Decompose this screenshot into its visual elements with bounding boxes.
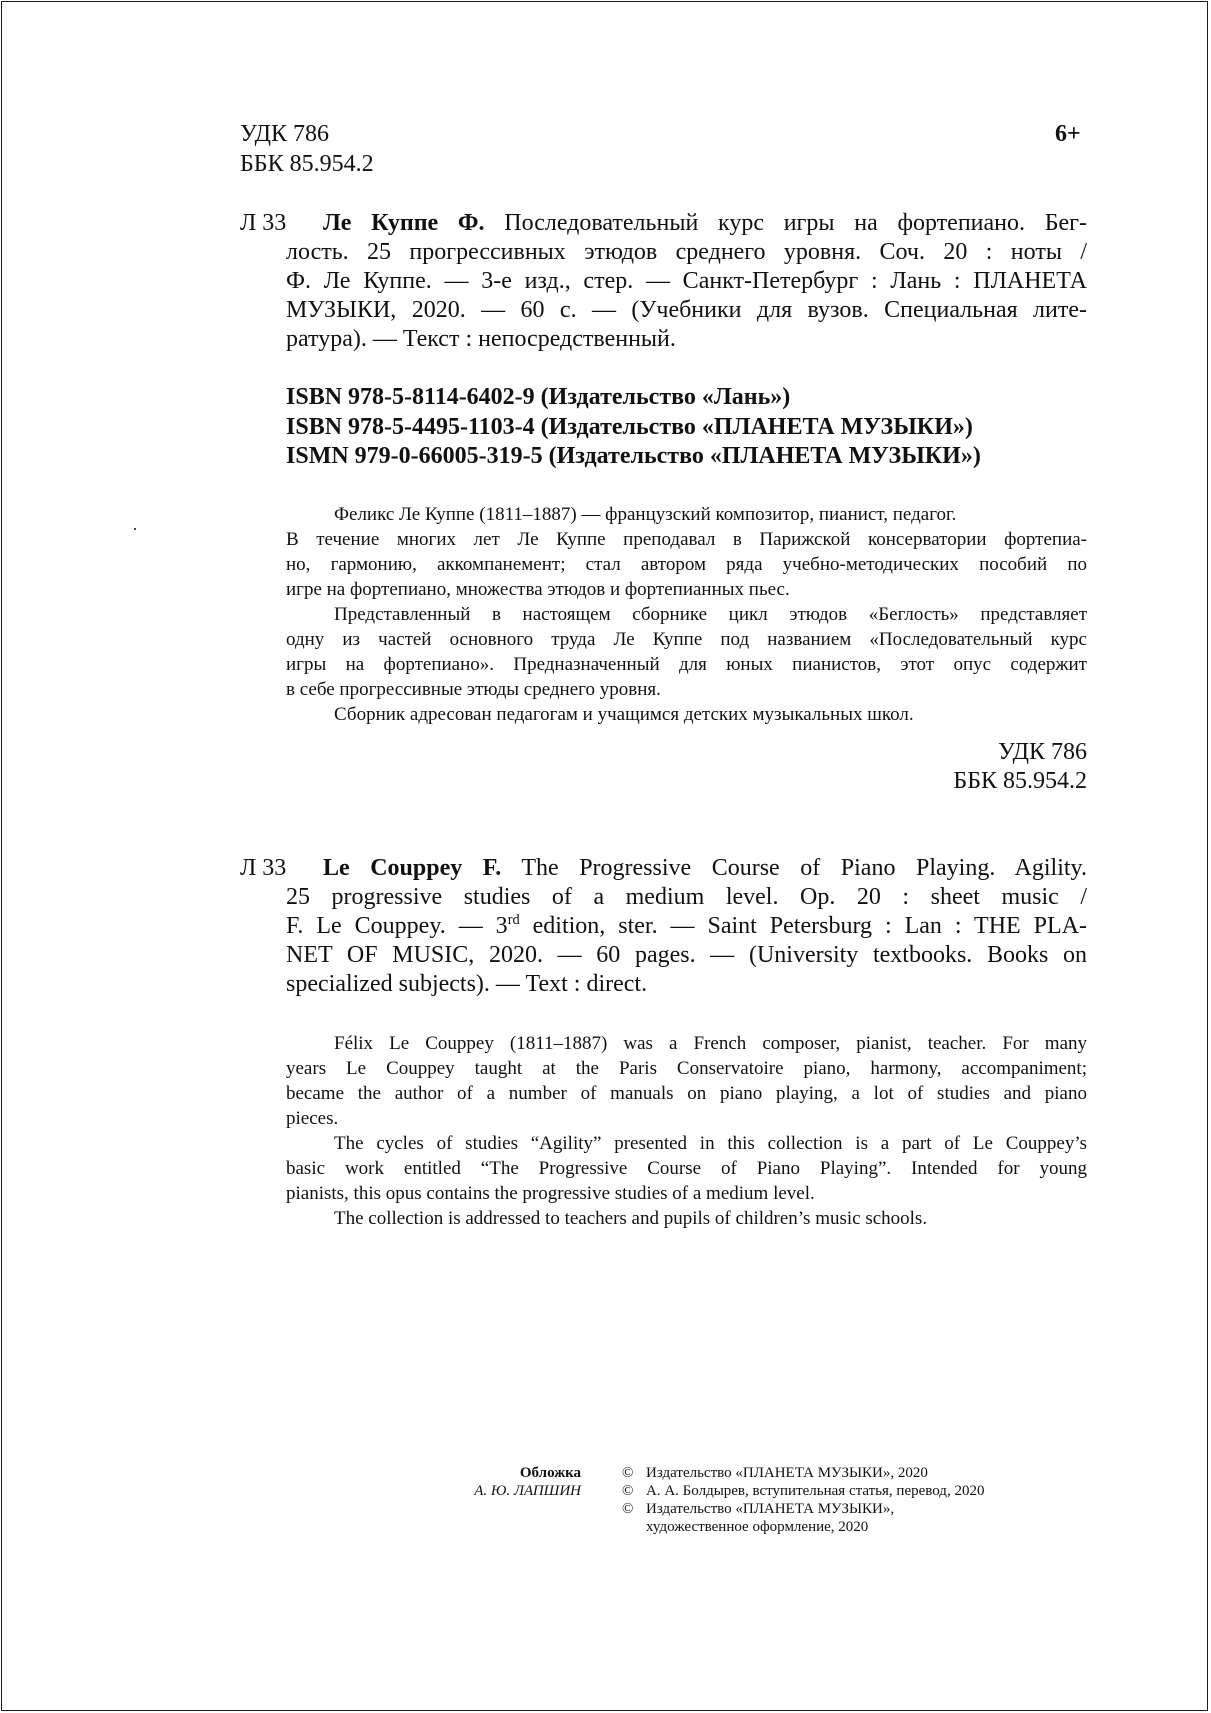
cover-label: Обложка: [519, 1465, 581, 1481]
ismn-planeta: ISMN 979-0-66005-319-5 (Издательство «ПЛАНЕТА МУЗЫКИ»): [286, 443, 981, 469]
en-entry-code: Л 33: [240, 855, 287, 881]
ru-abstract-line: В течение многих лет Ле Куппе преподавал в Парижской консерватории фортепиа-: [286, 529, 1087, 550]
ru-abstract-line: игре на фортепиано, множества этюдов и фортепианных пьес.: [286, 579, 790, 600]
ru-abstract-line: но, гармонию, аккомпанемент; стал автором ряда учебно-методических пособий по: [286, 554, 1087, 575]
en-abstract-line: The collection is addressed to teachers and pupils of children’s music schools.: [334, 1208, 928, 1229]
cover-designer: А. Ю. ЛАПШИН: [474, 1483, 581, 1499]
copyright-symbol: ©: [622, 1501, 634, 1517]
en-entry-line-1: Le Couppey F. The Progressive Course of Piano Playing. Agility.: [323, 855, 1087, 881]
ru-abstract-line: одну из частей основного труда Ле Куппе под названием «Последовательный курс: [286, 629, 1087, 650]
ru-abstract-line: в себе прогрессивные этюды среднего уровня.: [286, 679, 661, 700]
en-entry-line-5: specialized subjects). — Text : direct.: [286, 971, 648, 997]
isbn-planeta: ISBN 978-5-4495-1103-4 (Издательство «ПЛАНЕТА МУЗЫКИ»): [286, 414, 973, 440]
isbn-lan: ISBN 978-5-8114-6402-9 (Издательство «Лань»): [286, 384, 791, 410]
footer-udk: УДК 786: [998, 739, 1087, 765]
ru-entry-line-1: Ле Куппе Ф. Последовательный курс игры на фортепиано. Бег-: [323, 210, 1087, 236]
footer-bbk: ББК 85.954.2: [953, 768, 1087, 794]
en-abstract-line: became the author of a number of manuals on piano playing, a lot of studies and piano: [286, 1083, 1087, 1104]
en-entry-author: Le Couppey F.: [323, 855, 502, 881]
copyright-line-cont: художественное оформление, 2020: [646, 1519, 869, 1535]
en-abstract-line: basic work entitled “The Progressive Course of Piano Playing”. Intended for young: [286, 1158, 1087, 1179]
ru-entry-line-5: ратура). — Текст : непосредственный.: [286, 326, 676, 352]
ru-entry-line-4: МУЗЫКИ, 2020. — 60 с. — (Учебники для вузов. Специальная лите-: [286, 297, 1087, 323]
en-abstract-line: pieces.: [286, 1108, 339, 1129]
ru-abstract-line: Представленный в настоящем сборнике цикл этюдов «Беглость» представляет: [334, 604, 1087, 625]
en-entry-line-3: F. Le Couppey. — 3rd edition, ster. — Saint Petersburg : Lan : THE PLA-: [286, 912, 1088, 939]
en-abstract-line: The cycles of studies “Agility” presented in this collection is a part of Le Couppey’s: [334, 1133, 1087, 1154]
copyright-symbol: ©: [622, 1465, 634, 1481]
ru-entry-line-2: лость. 25 прогрессивных этюдов среднего уровня. Соч. 20 : ноты /: [286, 239, 1087, 265]
ru-abstract-line: Феликс Ле Куппе (1811–1887) — французский композитор, пианист, педагог.: [334, 504, 957, 525]
copyright-symbol: ©: [622, 1483, 634, 1499]
ru-entry-code: Л 33: [240, 210, 287, 236]
age-rating: 6+: [1055, 121, 1081, 147]
en-abstract-line: pianists, this opus contains the progressive studies of a medium level.: [286, 1183, 815, 1204]
copyright-line: Издательство «ПЛАНЕТА МУЗЫКИ», 2020: [646, 1465, 928, 1481]
ru-abstract-line: игры на фортепиано». Предназначенный для юных пианистов, этот опус содержит: [286, 654, 1087, 675]
en-abstract-line: Félix Le Couppey (1811–1887) was a French composer, pianist, teacher. For many: [334, 1033, 1087, 1054]
en-entry-line-4: NET OF MUSIC, 2020. — 60 pages. — (University textbooks. Books on: [286, 942, 1087, 968]
copyright-line: Издательство «ПЛАНЕТА МУЗЫКИ»,: [646, 1501, 895, 1517]
ru-entry-line-3: Ф. Ле Куппе. — 3-е изд., стер. — Санкт-Петербург : Лань : ПЛАНЕТА: [286, 268, 1087, 294]
ru-abstract-line: Сборник адресован педагогам и учащимся детских музыкальных школ.: [334, 704, 914, 725]
en-abstract-line: years Le Couppey taught at the Paris Conservatoire piano, harmony, accompaniment;: [286, 1058, 1087, 1079]
header-bbk: ББК 85.954.2: [240, 151, 374, 177]
ru-entry-author: Ле Куппе Ф.: [323, 210, 485, 236]
copyright-line: А. А. Болдырев, вступительная статья, перевод, 2020: [646, 1483, 985, 1499]
scan-speck: [134, 528, 136, 530]
header-udk: УДК 786: [240, 121, 329, 147]
en-entry-line-2: 25 progressive studies of a medium level. Op. 20 : sheet music /: [286, 884, 1087, 910]
